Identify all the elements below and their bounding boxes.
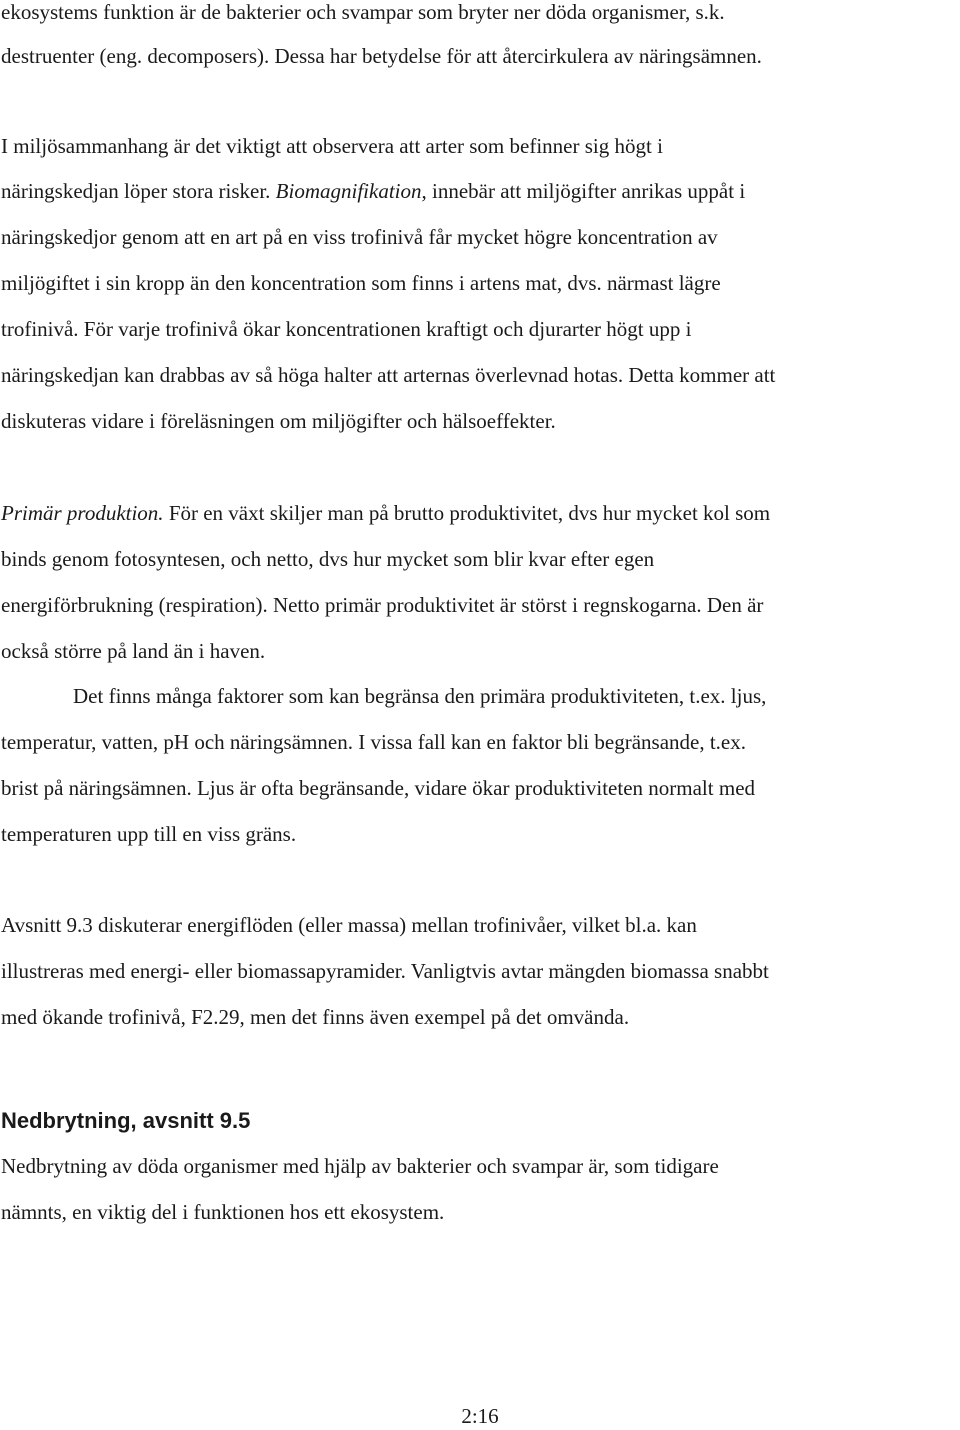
text-line: I miljösammanhang är det viktigt att observera att arter som befinner sig högt i: [1, 134, 663, 158]
text-line: näringskedjor genom att en art på en viss trofinivå får mycket högre koncentration av: [1, 225, 718, 249]
text-line: Nedbrytning av döda organismer med hjälp av bakterier och svampar är, som tidigare: [1, 1154, 719, 1178]
text-line: energiförbrukning (respiration). Netto primär produktivitet är störst i regnskogarna. Den är: [1, 593, 764, 617]
text-line: illustreras med energi- eller biomassapyramider. Vanligtvis avtar mängden biomassa snabbt: [1, 959, 769, 983]
text-line: temperaturen upp till en viss gräns.: [1, 822, 297, 846]
text-segment: För en växt skiljer man på brutto produktivitet, dvs hur mycket kol som: [163, 501, 771, 525]
text-line: [1, 503, 770, 524]
text-line: temperatur, vatten, pH och näringsämnen. I vissa fall kan en faktor bli begränsande, t.ex.: [1, 730, 746, 754]
text-line: diskuteras vidare i föreläsningen om miljögifter och hälsoeffekter.: [1, 409, 556, 433]
text-line: miljögiftet i sin kropp än den koncentration som finns i artens mat, dvs. närmast lägre: [1, 271, 721, 295]
text-line: också större på land än i haven.: [1, 639, 266, 663]
text-segment: , innebär att miljögifter anrikas uppåt i: [421, 179, 746, 203]
text-line: näringskedjan kan drabbas av så höga halter att arternas överlevnad hotas. Detta kommer att: [1, 363, 776, 387]
text-line: Det finns många faktorer som kan begränsa den primära produktiviteten, t.ex. ljus,: [73, 684, 767, 708]
text-line: binds genom fotosyntesen, och netto, dvs hur mycket som blir kvar efter egen: [1, 547, 655, 571]
term-primar-produktion: Primär produktion.: [1, 501, 164, 525]
text-line: Avsnitt 9.3 diskuterar energiflöden (eller massa) mellan trofinivåer, vilket bl.a. kan: [1, 913, 697, 937]
term-biomagnifikation: Biomagnifikation: [275, 179, 422, 203]
page-number: 2:16: [461, 1404, 499, 1428]
section-heading: Nedbrytning, avsnitt 9.5: [1, 1108, 251, 1133]
text-line: med ökande trofinivå, F2.29, men det finns även exempel på det omvända.: [1, 1005, 630, 1029]
text-line: [1, 181, 745, 202]
text-line: ekosystems funktion är de bakterier och svampar som bryter ner döda organismer, s.k.: [1, 0, 725, 24]
text-line: nämnts, en viktig del i funktionen hos ett ekosystem.: [1, 1200, 445, 1224]
text-line: destruenter (eng. decomposers). Dessa har betydelse för att återcirkulera av näringsämnen.: [1, 44, 762, 68]
text-segment: näringskedjan löper stora risker.: [1, 179, 276, 203]
text-line: trofinivå. För varje trofinivå ökar koncentrationen kraftigt och djurarter högt upp i: [1, 317, 692, 341]
text-line: brist på näringsämnen. Ljus är ofta begränsande, vidare ökar produktiviteten normalt med: [1, 776, 756, 800]
